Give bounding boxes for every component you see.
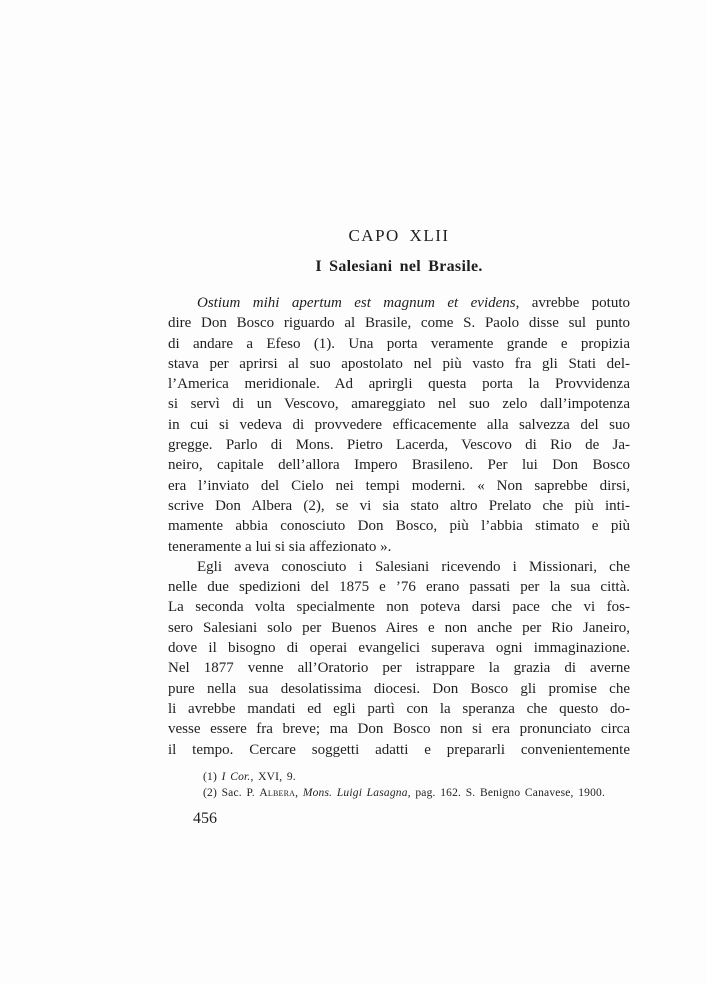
page-number: 456 xyxy=(193,810,217,827)
text-run: , XVI, 9. xyxy=(250,771,296,783)
text-line xyxy=(168,658,630,678)
text-run: di andare a Efeso (1). Una porta veramente grande e propizia xyxy=(168,335,630,352)
chapter-heading: CAPO XLII xyxy=(348,226,450,245)
text-run: sero Salesiani solo per Buenos Aires e non anche per Rio Janeiro, xyxy=(168,619,630,636)
italic-text: I Cor. xyxy=(221,771,251,783)
text-line xyxy=(168,394,630,414)
paragraph xyxy=(168,557,630,760)
text-line xyxy=(168,577,630,597)
text-run: si servì di un Vescovo, amareggiato nel suo zelo dall’impotenza xyxy=(168,396,630,413)
text-line xyxy=(168,618,630,638)
paragraph xyxy=(168,293,630,557)
text-run: scrive Don Albera (2), se vi sia stato altro Prelato che più inti- xyxy=(168,497,630,514)
text-run: mamente abbia conosciuto Don Bosco, più l’abbia stimato e più xyxy=(168,518,630,535)
text-line xyxy=(168,313,630,333)
text-line xyxy=(168,415,630,435)
text-line xyxy=(168,293,630,313)
text-line xyxy=(168,699,630,719)
text-run: stava per aprirsi al suo apostolato nel più vasto fra gli Stati del- xyxy=(168,355,630,372)
text-line xyxy=(168,516,630,536)
text-run: Nel 1877 venne all’Oratorio per istrappare la grazia di averne xyxy=(168,660,630,677)
text-run: (1) xyxy=(203,771,222,783)
text-run: dove il bisogno di operai evangelici superava ogni immaginazione. xyxy=(168,640,630,657)
chapter-title: I Salesiani nel Brasile. xyxy=(315,258,483,275)
text-run: vesse essere fra breve; ma Don Bosco non si era pronunciato circa xyxy=(168,721,630,738)
text-run: gregge. Parlo di Mons. Pietro Lacerda, Vescovo di Rio de Ja- xyxy=(168,437,630,454)
text-line xyxy=(168,435,630,455)
text-run: teneramente a lui si sia affezionato ». xyxy=(168,538,392,555)
text-line xyxy=(168,374,630,394)
text-run: in cui si vedeva di provvedere efficacemente alla salvezza del suo xyxy=(168,416,630,433)
text-run: La seconda volta specialmente non poteva darsi pace che vi fos- xyxy=(168,599,630,616)
text-line xyxy=(168,597,630,617)
text-run: il tempo. Cercare soggetti adatti e prepararli convenientemente xyxy=(168,741,630,758)
footnote xyxy=(203,769,673,785)
text-line xyxy=(168,496,630,516)
text-run: nelle due spedizioni del 1875 e ’76 erano passati per la sua città. xyxy=(168,579,630,596)
text-run: (2) Sac. P. xyxy=(203,787,260,799)
text-line xyxy=(168,354,630,374)
text-run: Egli aveva conosciuto i Salesiani ricevendo i Missionari, che xyxy=(197,558,630,575)
text-run: l’America meridionale. Ad aprirgli questa porta la Provvidenza xyxy=(168,376,630,393)
text-line xyxy=(168,557,630,577)
text-run: era l’inviato del Cielo nei tempi moderni. « Non saprebbe dirsi, xyxy=(168,477,630,494)
text-run: , pag. 162. S. Benigno Canavese, 1900. xyxy=(407,787,606,799)
text-line xyxy=(168,334,630,354)
text-line xyxy=(168,455,630,475)
italic-text: Ostium mihi apertum est magnum et evidens xyxy=(197,295,516,311)
text-run: pure nella sua desolatissima diocesi. Don Bosco gli promise che xyxy=(168,680,630,697)
text-run: , avrebbe potuto xyxy=(515,295,630,311)
text-run: li avrebbe mandati ed egli partì con la speranza che questo do- xyxy=(168,700,630,717)
text-line xyxy=(168,679,630,699)
body-text xyxy=(168,293,630,760)
text-line xyxy=(168,476,630,496)
footnotes xyxy=(203,769,673,801)
text-line xyxy=(168,537,630,557)
footnote xyxy=(203,785,673,801)
text-line xyxy=(168,719,630,739)
text-run: , xyxy=(295,787,303,799)
text-run: neiro, capitale dell’allora Impero Brasileno. Per lui Don Bosco xyxy=(168,457,630,474)
small-caps-text: Albera xyxy=(259,787,296,799)
text-line xyxy=(168,740,630,760)
italic-text: Mons. Luigi Lasagna xyxy=(302,787,408,799)
text-run: dire Don Bosco riguardo al Brasile, come S. Paolo disse sul punto xyxy=(168,315,630,332)
text-line xyxy=(168,638,630,658)
